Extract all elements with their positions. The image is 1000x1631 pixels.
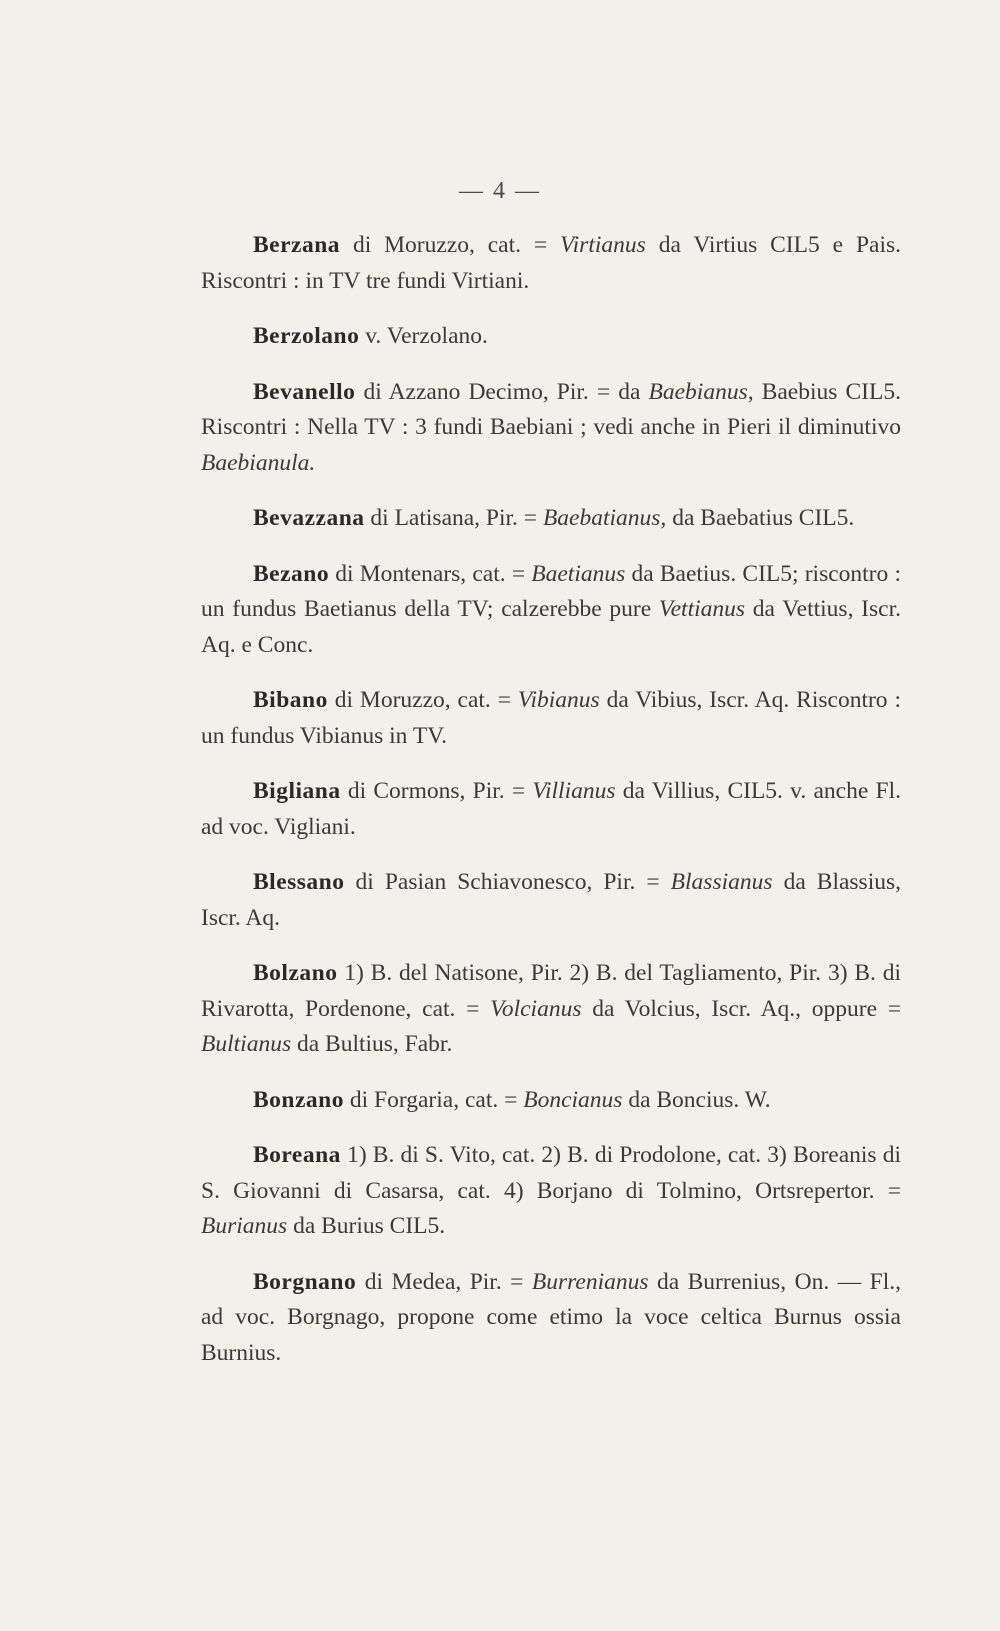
- latin-form: Baebianus: [648, 378, 748, 405]
- entry-bigliana: [201, 774, 901, 845]
- entry-headword: Borgnano: [253, 1268, 357, 1295]
- entry-bonzano: [201, 1083, 901, 1119]
- entry-text: da Vettius, Iscr. Aq. e Conc.: [201, 596, 901, 658]
- latin-form: Baebatianus,: [542, 505, 667, 531]
- latin-form: Vettianus: [658, 596, 746, 622]
- entry-blessano: [201, 865, 901, 936]
- page-number: — 4 —: [459, 178, 541, 204]
- entry-text: di Forgaria, cat. =: [344, 1086, 524, 1113]
- entry-headword: Blessano: [253, 869, 345, 895]
- entry-text: , Baebius CIL5. Riscontri : Nella TV : 3 fundi Baebiani ; vedi anche in Pieri il diminutivo: [201, 378, 901, 440]
- latin-form: Villianus: [532, 778, 616, 804]
- entry-bevazzana: [201, 501, 901, 537]
- entry-headword: Berzana: [253, 232, 341, 258]
- entry-borgnano: [201, 1265, 901, 1372]
- gazetteer-entries: [201, 228, 901, 1391]
- latin-form: Baebianula.: [201, 449, 316, 476]
- latin-form: Vibianus: [517, 687, 600, 713]
- entry-headword: Berzolano: [253, 323, 360, 349]
- entry-text: da Baebatius CIL5.: [666, 505, 855, 531]
- entry-headword: Bezano: [253, 560, 330, 587]
- entry-headword: Bevazzana: [253, 505, 365, 531]
- entry-text: di Cormons, Pir. =: [340, 778, 533, 804]
- entry-text: da Volcius, Iscr. Aq., oppure =: [581, 995, 901, 1022]
- entry-berzolano: [201, 319, 901, 355]
- entry-boreana: [201, 1138, 901, 1245]
- entry-bevanello: [201, 375, 901, 482]
- entry-bezano: [201, 557, 901, 664]
- latin-form: Volcianus: [490, 995, 582, 1022]
- latin-form: Baetianus: [531, 560, 626, 587]
- entry-berzana: [201, 228, 901, 299]
- latin-form: Blassianus: [670, 869, 773, 895]
- entry-text: di Moruzzo, cat. =: [340, 232, 561, 258]
- latin-form: Bultianus: [201, 1031, 292, 1057]
- entry-text: da Vibius, Iscr. Aq. Riscontro : un fundus Vibianus in TV.: [201, 687, 901, 749]
- entry-text: da Burius CIL5.: [287, 1213, 446, 1239]
- entry-text: di Montenars, cat. =: [329, 560, 532, 587]
- entry-headword: Bibano: [253, 687, 328, 713]
- entry-text: da Bultius, Fabr.: [291, 1031, 453, 1057]
- entry-text: da Villius, CIL5. v. anche Fl. ad voc. Vigliani.: [201, 778, 902, 840]
- latin-form: Boncianus: [523, 1086, 623, 1113]
- latin-form: Burrenianus: [531, 1268, 649, 1295]
- entry-text: di Pasian Schiavonesco, Pir. =: [344, 869, 671, 895]
- entry-text: da Blassius, Iscr. Aq.: [201, 869, 901, 931]
- entry-headword: Bevanello: [253, 378, 356, 405]
- entry-headword: Bonzano: [253, 1086, 344, 1113]
- entry-headword: Boreana: [253, 1142, 341, 1168]
- entry-text: da Burrenius, On. — Fl., ad voc. Borgnago, propone come etimo la voce celtica Burnus ossia Burnius.: [201, 1268, 901, 1366]
- entry-headword: Bolzano: [253, 960, 338, 986]
- entry-text: 1) B. del Natisone, Pir. 2) B. del Tagliamento, Pir. 3) B. di Rivarotta, Pordenone, cat. =: [201, 960, 901, 1022]
- entry-bibano: [201, 683, 901, 754]
- entry-text: di Azzano Decimo, Pir. = da: [355, 378, 649, 405]
- latin-form: Virtianus: [560, 232, 646, 258]
- entry-text: di Latisana, Pir. =: [364, 505, 543, 531]
- entry-text: 1) B. di S. Vito, cat. 2) B. di Prodolone, cat. 3) Boreanis di S. Giovanni di Casarsa, cat. 4) Borjano di Tolmino, Ortsrepertor. =: [201, 1142, 901, 1204]
- latin-form: Burianus: [201, 1213, 288, 1239]
- entry-text: di Medea, Pir. =: [356, 1268, 532, 1295]
- entry-text: v. Verzolano.: [359, 323, 488, 349]
- entry-bolzano: [201, 956, 901, 1063]
- entry-text: da Virtius CIL5 e Pais. Riscontri : in TV tre fundi Virtiani.: [201, 232, 901, 294]
- entry-headword: Bigliana: [253, 778, 341, 804]
- entry-text: da Boncius. W.: [622, 1086, 771, 1113]
- entry-text: da Baetius. CIL5; riscontro : un fundus Baetianus della TV; calzerebbe pure: [201, 560, 901, 622]
- entry-text: di Moruzzo, cat. =: [327, 687, 518, 713]
